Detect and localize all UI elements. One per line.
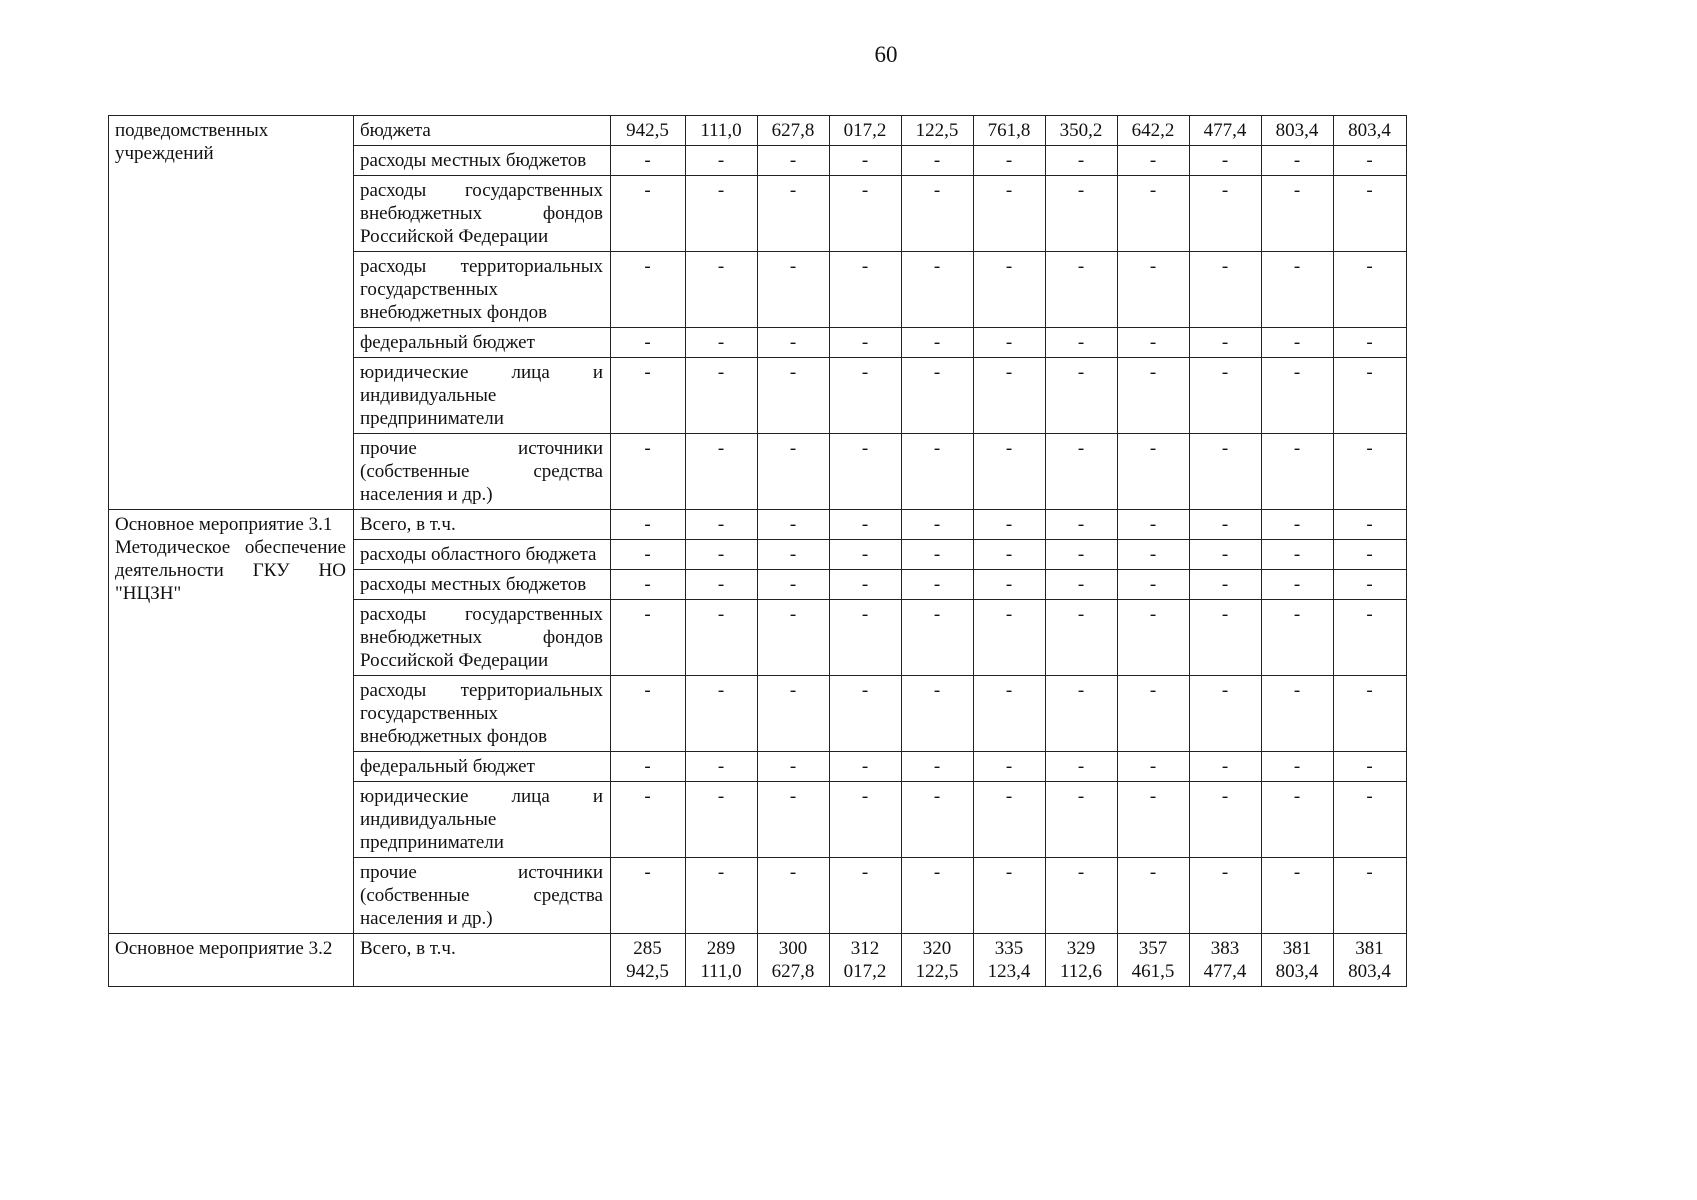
value-cell: - bbox=[1262, 176, 1334, 252]
value-cell: - bbox=[1118, 434, 1190, 510]
value-cell: - bbox=[1118, 540, 1190, 570]
value-cell: - bbox=[686, 252, 758, 328]
funding-source-cell: расходы территориальных государственных внебюджетных фондов bbox=[354, 252, 611, 328]
value-cell: - bbox=[758, 328, 830, 358]
value-cell: - bbox=[611, 252, 686, 328]
value-cell: - bbox=[830, 752, 902, 782]
funding-source-cell: расходы государственных внебюджетных фондов Российской Федерации bbox=[354, 600, 611, 676]
value-cell: - bbox=[830, 858, 902, 934]
value-cell: - bbox=[1262, 570, 1334, 600]
value-cell: - bbox=[611, 858, 686, 934]
value-cell: - bbox=[1334, 252, 1407, 328]
activity-text: учреждений bbox=[115, 143, 214, 164]
value-part: 123,4 bbox=[987, 961, 1031, 982]
value-cell: - bbox=[830, 510, 902, 540]
value-cell: - bbox=[1190, 752, 1262, 782]
value-cell: - bbox=[1190, 328, 1262, 358]
value-cell: - bbox=[1262, 358, 1334, 434]
value-cell bbox=[758, 934, 830, 987]
value-cell: - bbox=[1190, 570, 1262, 600]
value-cell: - bbox=[1046, 328, 1118, 358]
value-cell: - bbox=[1190, 176, 1262, 252]
value-cell: - bbox=[686, 782, 758, 858]
value-cell: - bbox=[974, 252, 1046, 328]
value-cell: - bbox=[611, 510, 686, 540]
value-cell: - bbox=[758, 358, 830, 434]
value-cell: - bbox=[974, 510, 1046, 540]
value-cell: - bbox=[974, 600, 1046, 676]
value-cell: - bbox=[1046, 600, 1118, 676]
value-cell: - bbox=[830, 600, 902, 676]
value-cell bbox=[686, 934, 758, 987]
value-part: 461,5 bbox=[1131, 961, 1175, 982]
value-cell: 477,4 bbox=[1190, 116, 1262, 146]
value-cell: - bbox=[902, 570, 974, 600]
value-cell: - bbox=[758, 176, 830, 252]
value-cell: - bbox=[1334, 510, 1407, 540]
value-cell: - bbox=[1118, 752, 1190, 782]
value-cell: - bbox=[1118, 252, 1190, 328]
value-cell: - bbox=[1118, 676, 1190, 752]
value-cell: - bbox=[1118, 358, 1190, 434]
activity-text: Методическое обеспечение деятельности ГКУ НО "НЦЗН" bbox=[115, 537, 346, 604]
value-cell: - bbox=[1046, 252, 1118, 328]
value-cell bbox=[611, 934, 686, 987]
value-cell: - bbox=[1334, 752, 1407, 782]
value-cell: - bbox=[1118, 570, 1190, 600]
value-part: 627,8 bbox=[771, 961, 815, 982]
value-cell: - bbox=[902, 358, 974, 434]
value-cell: - bbox=[1046, 752, 1118, 782]
value-part: 329 bbox=[1066, 938, 1096, 959]
value-cell: - bbox=[1046, 540, 1118, 570]
activity-text: Основное мероприятие 3.1 bbox=[115, 514, 333, 535]
value-cell: - bbox=[974, 176, 1046, 252]
value-cell: - bbox=[1334, 600, 1407, 676]
value-cell: - bbox=[902, 510, 974, 540]
activity-cell bbox=[109, 510, 354, 934]
funding-source-cell: Всего, в т.ч. bbox=[354, 934, 611, 987]
funding-source-cell: расходы областного бюджета bbox=[354, 540, 611, 570]
value-cell: 803,4 bbox=[1334, 116, 1407, 146]
value-cell: - bbox=[1262, 252, 1334, 328]
value-cell: - bbox=[830, 434, 902, 510]
value-cell: - bbox=[902, 752, 974, 782]
value-cell: - bbox=[1046, 858, 1118, 934]
value-cell: - bbox=[686, 676, 758, 752]
value-part: 300 bbox=[778, 938, 808, 959]
value-cell: - bbox=[1334, 676, 1407, 752]
value-cell: - bbox=[611, 782, 686, 858]
value-part: 803,4 bbox=[1348, 961, 1391, 982]
value-cell: - bbox=[1334, 146, 1407, 176]
value-cell: - bbox=[830, 146, 902, 176]
value-part: 803,4 bbox=[1275, 961, 1319, 982]
value-cell: - bbox=[1046, 782, 1118, 858]
value-cell: - bbox=[1118, 328, 1190, 358]
value-cell bbox=[902, 934, 974, 987]
value-cell: - bbox=[758, 676, 830, 752]
value-cell: - bbox=[830, 570, 902, 600]
value-cell: - bbox=[1118, 858, 1190, 934]
value-part: 335 bbox=[994, 938, 1024, 959]
funding-source-cell: прочие источники (собственные средства населения и др.) bbox=[354, 434, 611, 510]
value-cell: - bbox=[686, 510, 758, 540]
value-cell: - bbox=[758, 752, 830, 782]
value-cell: - bbox=[1046, 358, 1118, 434]
value-cell: - bbox=[974, 782, 1046, 858]
funding-source-cell: юридические лица и индивидуальные предприниматели bbox=[354, 358, 611, 434]
value-cell bbox=[974, 934, 1046, 987]
value-cell: - bbox=[686, 434, 758, 510]
table-body bbox=[109, 116, 1407, 987]
value-cell: - bbox=[611, 540, 686, 570]
value-cell: 350,2 bbox=[1046, 116, 1118, 146]
value-cell: - bbox=[686, 752, 758, 782]
value-cell: - bbox=[611, 752, 686, 782]
value-cell: - bbox=[686, 570, 758, 600]
table-row bbox=[109, 510, 1407, 540]
funding-source-cell: расходы государственных внебюджетных фондов Российской Федерации bbox=[354, 176, 611, 252]
value-part: 122,5 bbox=[915, 961, 959, 982]
value-cell: - bbox=[686, 358, 758, 434]
value-cell: - bbox=[686, 540, 758, 570]
value-cell: 642,2 bbox=[1118, 116, 1190, 146]
value-cell: - bbox=[1334, 858, 1407, 934]
value-cell: - bbox=[830, 176, 902, 252]
value-cell: - bbox=[902, 328, 974, 358]
funding-source-cell: расходы местных бюджетов bbox=[354, 146, 611, 176]
value-cell: - bbox=[1262, 540, 1334, 570]
value-cell: - bbox=[974, 434, 1046, 510]
value-cell: - bbox=[1118, 510, 1190, 540]
value-cell: - bbox=[1262, 328, 1334, 358]
value-cell bbox=[1118, 934, 1190, 987]
funding-source-cell: федеральный бюджет bbox=[354, 328, 611, 358]
value-cell: - bbox=[611, 328, 686, 358]
value-cell: - bbox=[902, 782, 974, 858]
value-cell: - bbox=[611, 176, 686, 252]
value-cell: - bbox=[974, 146, 1046, 176]
value-cell: - bbox=[902, 540, 974, 570]
value-cell: - bbox=[611, 434, 686, 510]
value-part: 320 bbox=[922, 938, 952, 959]
value-cell: - bbox=[758, 858, 830, 934]
value-part: 111,0 bbox=[700, 961, 742, 982]
budget-table bbox=[108, 115, 1407, 987]
value-cell: - bbox=[1190, 540, 1262, 570]
value-cell: - bbox=[1118, 600, 1190, 676]
value-cell: - bbox=[1046, 176, 1118, 252]
value-cell: - bbox=[1190, 782, 1262, 858]
value-cell: - bbox=[1262, 146, 1334, 176]
value-cell: - bbox=[1190, 510, 1262, 540]
value-cell: - bbox=[1046, 570, 1118, 600]
value-cell: - bbox=[1334, 782, 1407, 858]
value-cell: - bbox=[686, 858, 758, 934]
value-cell: - bbox=[902, 176, 974, 252]
value-cell: - bbox=[758, 782, 830, 858]
activity-cell bbox=[109, 934, 354, 987]
value-cell: - bbox=[758, 540, 830, 570]
value-cell: - bbox=[974, 858, 1046, 934]
value-cell: - bbox=[1262, 858, 1334, 934]
page-number: 60 bbox=[874, 42, 898, 67]
value-cell: - bbox=[758, 434, 830, 510]
value-cell: - bbox=[902, 676, 974, 752]
value-cell: - bbox=[1334, 358, 1407, 434]
value-cell: - bbox=[1190, 434, 1262, 510]
value-part: 381 bbox=[1355, 938, 1384, 959]
value-cell: - bbox=[974, 676, 1046, 752]
value-cell: - bbox=[758, 146, 830, 176]
value-cell: - bbox=[1334, 176, 1407, 252]
value-cell: 942,5 bbox=[611, 116, 686, 146]
value-cell: - bbox=[611, 570, 686, 600]
value-cell: - bbox=[1190, 252, 1262, 328]
value-cell bbox=[1262, 934, 1334, 987]
value-cell: - bbox=[1334, 540, 1407, 570]
value-cell: - bbox=[1190, 600, 1262, 676]
value-cell bbox=[830, 934, 902, 987]
value-cell: - bbox=[758, 252, 830, 328]
value-cell: - bbox=[830, 676, 902, 752]
value-cell: 761,8 bbox=[974, 116, 1046, 146]
funding-source-cell: расходы территориальных государственных внебюджетных фондов bbox=[354, 676, 611, 752]
value-cell: - bbox=[830, 782, 902, 858]
table-row bbox=[109, 116, 1407, 146]
value-cell: - bbox=[1118, 782, 1190, 858]
value-cell: - bbox=[1190, 358, 1262, 434]
value-part: 017,2 bbox=[843, 961, 887, 982]
value-cell: - bbox=[974, 358, 1046, 434]
value-cell: - bbox=[1046, 146, 1118, 176]
value-part: 383 bbox=[1210, 938, 1240, 959]
value-cell: - bbox=[902, 600, 974, 676]
value-cell: - bbox=[1046, 510, 1118, 540]
value-cell: - bbox=[686, 600, 758, 676]
value-cell bbox=[1046, 934, 1118, 987]
value-cell: 111,0 bbox=[686, 116, 758, 146]
value-cell bbox=[1190, 934, 1262, 987]
value-part: 381 bbox=[1282, 938, 1312, 959]
value-cell: - bbox=[830, 252, 902, 328]
value-cell: - bbox=[974, 328, 1046, 358]
activity-cell bbox=[109, 116, 354, 510]
value-part: 357 bbox=[1138, 938, 1168, 959]
value-cell: - bbox=[1262, 752, 1334, 782]
value-cell: - bbox=[902, 434, 974, 510]
activity-text: подведомственных bbox=[115, 120, 269, 141]
value-part: 289 bbox=[706, 938, 736, 959]
value-part: 477,4 bbox=[1203, 961, 1247, 982]
funding-source-cell: Всего, в т.ч. bbox=[354, 510, 611, 540]
value-cell: - bbox=[686, 176, 758, 252]
value-cell: - bbox=[974, 570, 1046, 600]
value-cell: - bbox=[830, 328, 902, 358]
value-cell: 122,5 bbox=[902, 116, 974, 146]
value-cell: - bbox=[830, 540, 902, 570]
value-cell: - bbox=[974, 752, 1046, 782]
value-cell: - bbox=[1190, 676, 1262, 752]
activity-text: Основное мероприятие 3.2 bbox=[115, 938, 333, 959]
value-cell: - bbox=[902, 146, 974, 176]
value-cell: - bbox=[1262, 600, 1334, 676]
value-cell: - bbox=[1334, 328, 1407, 358]
value-cell: 017,2 bbox=[830, 116, 902, 146]
value-cell: - bbox=[1118, 146, 1190, 176]
value-cell: - bbox=[758, 510, 830, 540]
value-cell: - bbox=[1334, 434, 1407, 510]
value-cell: - bbox=[1262, 434, 1334, 510]
value-part: 112,6 bbox=[1059, 961, 1103, 982]
funding-source-cell: бюджета bbox=[354, 116, 611, 146]
value-cell: - bbox=[758, 600, 830, 676]
value-cell: - bbox=[1334, 570, 1407, 600]
value-part: 285 bbox=[633, 938, 662, 959]
value-cell: - bbox=[1262, 676, 1334, 752]
funding-source-cell: прочие источники (собственные средства населения и др.) bbox=[354, 858, 611, 934]
value-cell: - bbox=[611, 146, 686, 176]
value-part: 312 bbox=[850, 938, 880, 959]
value-cell: - bbox=[1046, 676, 1118, 752]
value-cell: - bbox=[830, 358, 902, 434]
value-cell: - bbox=[611, 358, 686, 434]
value-cell: - bbox=[1046, 434, 1118, 510]
value-cell: - bbox=[611, 600, 686, 676]
funding-source-cell: юридические лица и индивидуальные предприниматели bbox=[354, 782, 611, 858]
value-cell: 627,8 bbox=[758, 116, 830, 146]
value-cell: - bbox=[758, 570, 830, 600]
value-cell: - bbox=[686, 328, 758, 358]
value-cell: - bbox=[902, 252, 974, 328]
value-cell: - bbox=[1190, 858, 1262, 934]
value-cell: - bbox=[974, 540, 1046, 570]
value-cell: - bbox=[686, 146, 758, 176]
value-cell bbox=[1334, 934, 1407, 987]
funding-source-cell: расходы местных бюджетов bbox=[354, 570, 611, 600]
value-cell: 803,4 bbox=[1262, 116, 1334, 146]
value-part: 942,5 bbox=[626, 961, 669, 982]
value-cell: - bbox=[1262, 782, 1334, 858]
value-cell: - bbox=[902, 858, 974, 934]
funding-source-cell: федеральный бюджет bbox=[354, 752, 611, 782]
value-cell: - bbox=[1190, 146, 1262, 176]
value-cell: - bbox=[1262, 510, 1334, 540]
value-cell: - bbox=[611, 676, 686, 752]
table-row bbox=[109, 934, 1407, 987]
value-cell: - bbox=[1118, 176, 1190, 252]
